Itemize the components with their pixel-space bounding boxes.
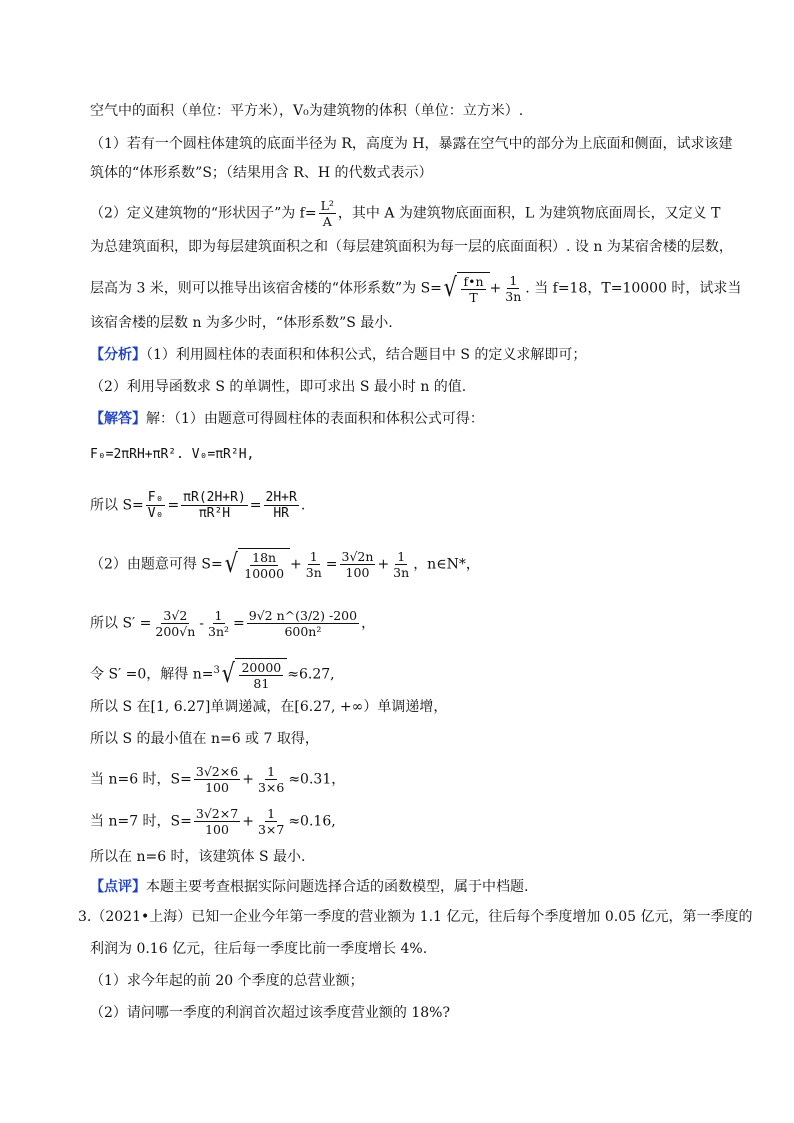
numerator: 3√2×7 <box>195 806 239 821</box>
text-line: 所以在 n=6 时，该建筑体 S 最小. <box>90 849 306 865</box>
denominator: A <box>322 214 332 229</box>
punctuation: ， <box>361 615 376 632</box>
fraction <box>256 764 286 795</box>
fraction <box>247 608 359 639</box>
text-segment: ≈0.31， <box>288 771 346 788</box>
numerator: 1 <box>509 273 518 288</box>
fraction <box>153 608 197 639</box>
fraction <box>391 549 411 580</box>
analysis-line <box>90 344 586 366</box>
denominator: 100 <box>205 822 229 837</box>
denominator: HR <box>273 506 290 521</box>
operator: = <box>167 497 180 514</box>
operator: = <box>249 497 262 514</box>
fraction <box>146 490 166 521</box>
solution-text: 解：（1）由题意可得圆柱体的表面积和体积公式可得： <box>146 411 484 427</box>
numerator: 1 <box>267 764 276 779</box>
question-3-part-2: （2）请问哪一季度的利润首次超过该季度营业额的 18%? <box>90 1005 450 1021</box>
fraction <box>340 549 376 580</box>
denominator: 3×7 <box>257 822 285 837</box>
analysis-line-2: （2）利用导函数求 S 的单调性，即可求出 S 最小时 n 的值. <box>90 379 467 395</box>
fraction <box>206 608 231 639</box>
numerator: 2H+R <box>265 490 297 505</box>
text-line: 空气中的面积（单位：平方米），V₀为建筑物的体积（单位：立方米）. <box>90 103 524 119</box>
denominator: πR²H <box>198 506 231 521</box>
comment-tag: 【点评】 <box>90 879 146 895</box>
denominator: 3n <box>505 289 522 304</box>
fraction <box>264 490 299 521</box>
denominator: 3×6 <box>257 780 285 795</box>
text-segment: 当 n=7 时，S= <box>90 813 192 830</box>
fraction <box>194 806 240 837</box>
numerator: F₀ <box>147 490 164 505</box>
formula-s1 <box>90 490 305 521</box>
text-segment: 层高为 3 米，则可以推导出该宿舍楼的“体形系数”为 S= <box>90 280 442 297</box>
sqrt-expression: √ $\frac{18n}{10000}$ <box>223 548 290 581</box>
operator: + <box>489 280 502 297</box>
solution-tag: 【解答】 <box>90 411 146 427</box>
denominator: 3n <box>305 565 322 580</box>
fraction <box>304 549 324 580</box>
numerator: f•n <box>463 274 484 289</box>
comment-line <box>90 876 528 898</box>
text-segment: 当 n=6 时，S= <box>90 771 192 788</box>
formula-s2: （2）由题意可得 S= √ $\frac{18n}{10000}$ + $\frac{1}{3n}$ = $\frac{3√2n}{100}$ + $\frac{1}{3n}$ ，n∈N*， <box>90 549 480 581</box>
question-3: 3.（2021•上海）已知一企业今年第一季度的营业额为 1.1 亿元，往后每个季度增加 0.05 亿元，第一季度的 <box>78 909 753 925</box>
text-segment: 令 S′ =0，解得 n= <box>90 666 214 683</box>
question-2 <box>90 198 720 229</box>
denominator: 81 <box>253 676 270 691</box>
denominator: 3n² <box>208 624 230 639</box>
fraction <box>503 273 523 304</box>
analysis-text: （1）利用圆柱体的表面积和体积公式，结合题目中 S 的定义求解即可； <box>146 347 587 363</box>
formula-line: F₀=2πRH+πR². V₀=πR²H, <box>90 447 255 462</box>
denominator: T <box>469 290 478 305</box>
text-line <box>90 272 741 305</box>
text-segment: （2）由题意可得 S= <box>90 556 223 573</box>
text-segment: （2）定义建筑物的“形状因子”为 f= <box>90 205 317 222</box>
fraction <box>194 764 240 795</box>
text-line: 所以 S 的最小值在 n=6 或 7 取得， <box>90 731 319 747</box>
text-segment: . 当 f=18，T=10000 时，试求当 <box>525 280 742 297</box>
text-segment: 所以 S′ = <box>90 615 152 632</box>
numerator: 18n <box>252 550 277 565</box>
text-line: 所以 S 在[1, 6.27]单调递减，在[6.27, +∞）单调递增， <box>90 699 448 715</box>
denominator: 3n <box>393 565 410 580</box>
fraction <box>256 806 286 837</box>
numerator: 1 <box>267 806 276 821</box>
question-3-part-1: （1）求今年起的前 20 个季度的总营业额； <box>90 973 364 989</box>
denominator: 100 <box>205 780 229 795</box>
formula-s4 <box>90 658 335 691</box>
numerator: 1 <box>309 549 318 564</box>
denominator: V₀ <box>147 506 164 521</box>
numerator: 1 <box>397 549 406 564</box>
numerator: 3√2×6 <box>195 764 239 779</box>
text-segment: ，n∈N*， <box>413 556 480 573</box>
text-segment: ≈6.27, <box>287 666 335 683</box>
denominator: 200√n <box>155 624 196 639</box>
denominator: 600n² <box>284 624 322 639</box>
text-segment: 所以 S= <box>90 497 144 514</box>
text-line: 为总建筑面积，即为每层建筑面积之和（每层建筑面积为每一层的底面面积）. 设 n 为某宿舍楼的层数， <box>90 239 733 255</box>
text-line: 筑体的“体形系数”S；（结果用含 R、H 的代数式表示） <box>90 165 433 181</box>
denominator: 100 <box>345 565 370 580</box>
formula-s3: 所以 S′ = $\frac{3√2}{200√n}$ - $\frac{1}{\text{3n²}}$ = $\frac{9√2 n\^{}(3/2) -200}{\text{600n²}}$ ， <box>90 608 376 639</box>
text-segment: ，其中 A 为建筑物底面面积，L 为建筑物底面周长，又定义 T <box>337 205 721 222</box>
numerator: 3√2n <box>341 549 374 564</box>
operator: - <box>199 615 205 632</box>
numerator: 3√2 <box>163 608 188 623</box>
denominator: 10000 <box>244 566 285 581</box>
fraction <box>461 274 485 305</box>
numerator: 1 <box>214 608 223 623</box>
punctuation: . <box>300 497 306 514</box>
fraction <box>181 490 248 521</box>
text-line: 该宿舍楼的层数 n 为多少时，“体形系数”S 最小. <box>90 315 393 331</box>
question-1: （1）若有一个圆柱体建筑的底面半径为 R，高度为 H，暴露在空气中的部分为上底面和侧面，试求该建 <box>90 136 733 152</box>
numerator: 20000 <box>241 660 282 675</box>
numerator: 9√2 n^(3/2) -200 <box>248 608 358 623</box>
numerator: L² <box>320 198 334 213</box>
text-line: 利润为 0.16 亿元，往后每一季度比前一季度增长 4%. <box>90 941 428 957</box>
sqrt-expression: √ $\frac{f•n}{T}$ <box>442 272 490 305</box>
comment-text: 本题主要考查根据实际问题选择合适的函数模型，属于中档题. <box>146 879 529 895</box>
root-index: 3 <box>213 664 220 676</box>
fraction <box>239 660 283 691</box>
cube-root-expression: √ $\frac{20000}{81}$ <box>220 658 287 691</box>
formula-s7: 当 n=6 时，S= $\frac{3√2\times 6}{100}$ + $\frac{1}{3\times 6}$ ≈0.31， <box>90 764 346 795</box>
formula-s8: 当 n=7 时，S= $\frac{3√2\times 7}{100}$ + $\frac{1}{3\times 7}$ ≈0.16, <box>90 806 336 837</box>
solution-line <box>90 408 484 430</box>
fraction <box>242 550 286 581</box>
shape-factor-fraction <box>319 198 336 229</box>
numerator: πR(2H+R) <box>183 490 246 505</box>
analysis-tag: 【分析】 <box>90 347 146 363</box>
text-segment: ≈0.16, <box>288 813 336 830</box>
